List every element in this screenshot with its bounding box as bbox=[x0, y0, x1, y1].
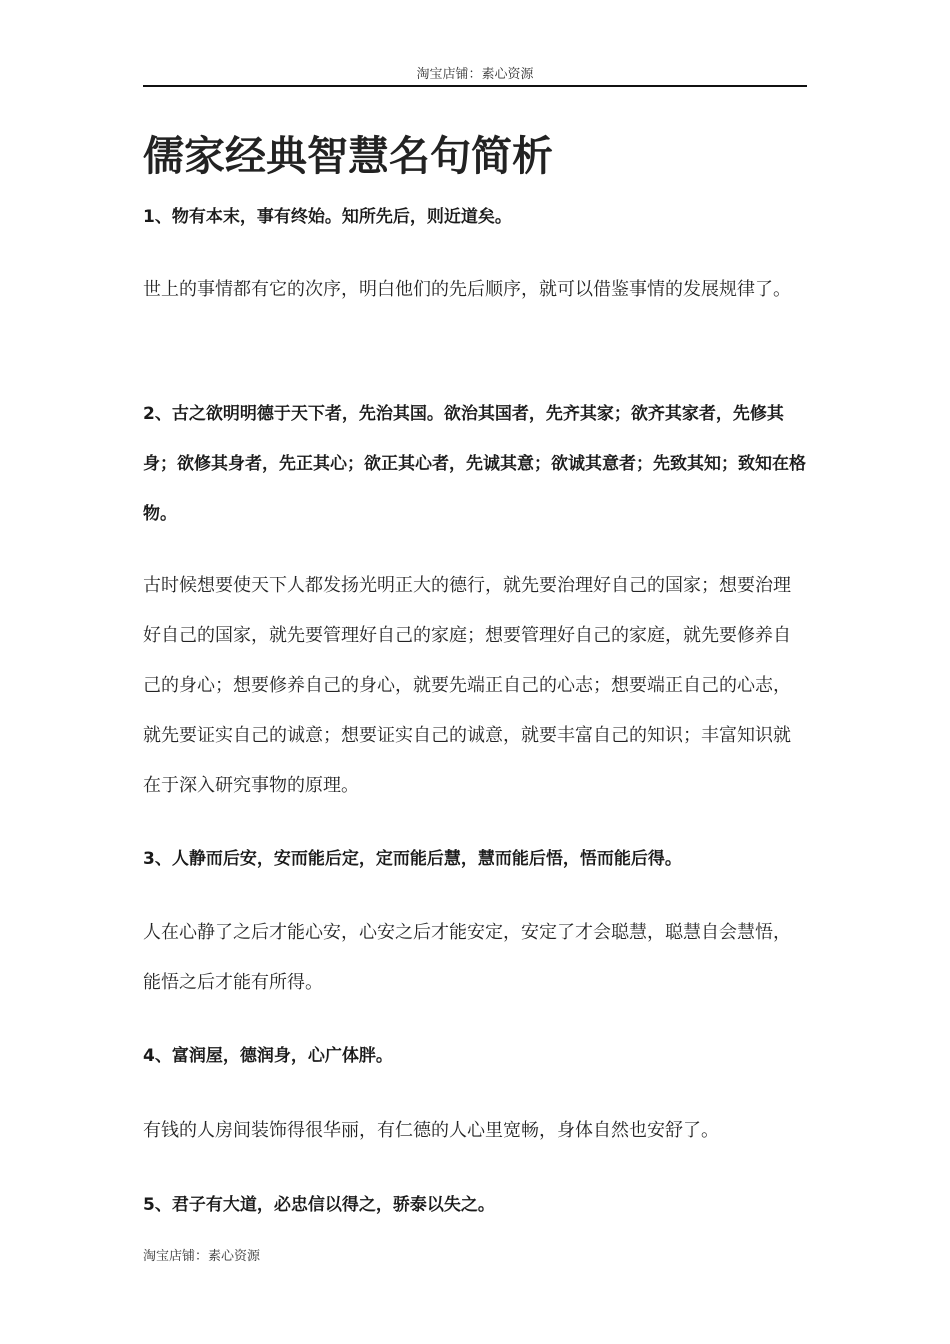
quote-4: 4、富润屋，德润身，心广体胖。 bbox=[143, 1046, 393, 1066]
quote-5: 5、君子有大道，必忠信以得之，骄泰以失之。 bbox=[143, 1195, 495, 1215]
page-footer: 淘宝店铺：素心资源 bbox=[143, 1249, 261, 1264]
explanation-2: 古时候想要使天下人都发扬光明正大的德行，就先要治理好自己的国家；想要治理好自己的国家，就先要管理好自己的家庭；想要管理好自己的家庭，就先要修养自己的身心；想要修养自己的身心，就要先端正自己的心志；想要端正自己的心志，就先要证实自己的诚意；想要证实自己的诚意，就要丰富自己的知识；丰富知识就在于深入研究事物的原理。 bbox=[143, 575, 791, 796]
page-header: 淘宝店铺：素心资源 bbox=[416, 67, 534, 82]
quote-3: 3、人静而后安，安而能后定，定而能后慧，慧而能后悟，悟而能后得。 bbox=[143, 849, 682, 869]
explanation-3: 人在心静了之后才能心安，心安之后才能安定，安定了才会聪慧，聪慧自会慧悟，能悟之后才能有所得。 bbox=[143, 922, 791, 993]
explanation-4: 有钱的人房间装饰得很华丽，有仁德的人心里宽畅，身体自然也安舒了。 bbox=[143, 1120, 719, 1141]
explanation-1: 世上的事情都有它的次序，明白他们的先后顺序，就可以借鉴事情的发展规律了。 bbox=[143, 279, 791, 300]
quote-1: 1、物有本末，事有终始。知所先后，则近道矣。 bbox=[143, 207, 512, 227]
quote-2: 2、古之欲明明德于天下者，先治其国。欲治其国者，先齐其家；欲齐其家者，先修其身；欲修其身者，先正其心；欲正其心者，先诚其意；欲诚其意者；先致其知；致知在格物。 bbox=[143, 404, 806, 524]
header-divider bbox=[143, 85, 807, 87]
document-title: 儒家经典智慧名句简析 bbox=[143, 132, 553, 180]
